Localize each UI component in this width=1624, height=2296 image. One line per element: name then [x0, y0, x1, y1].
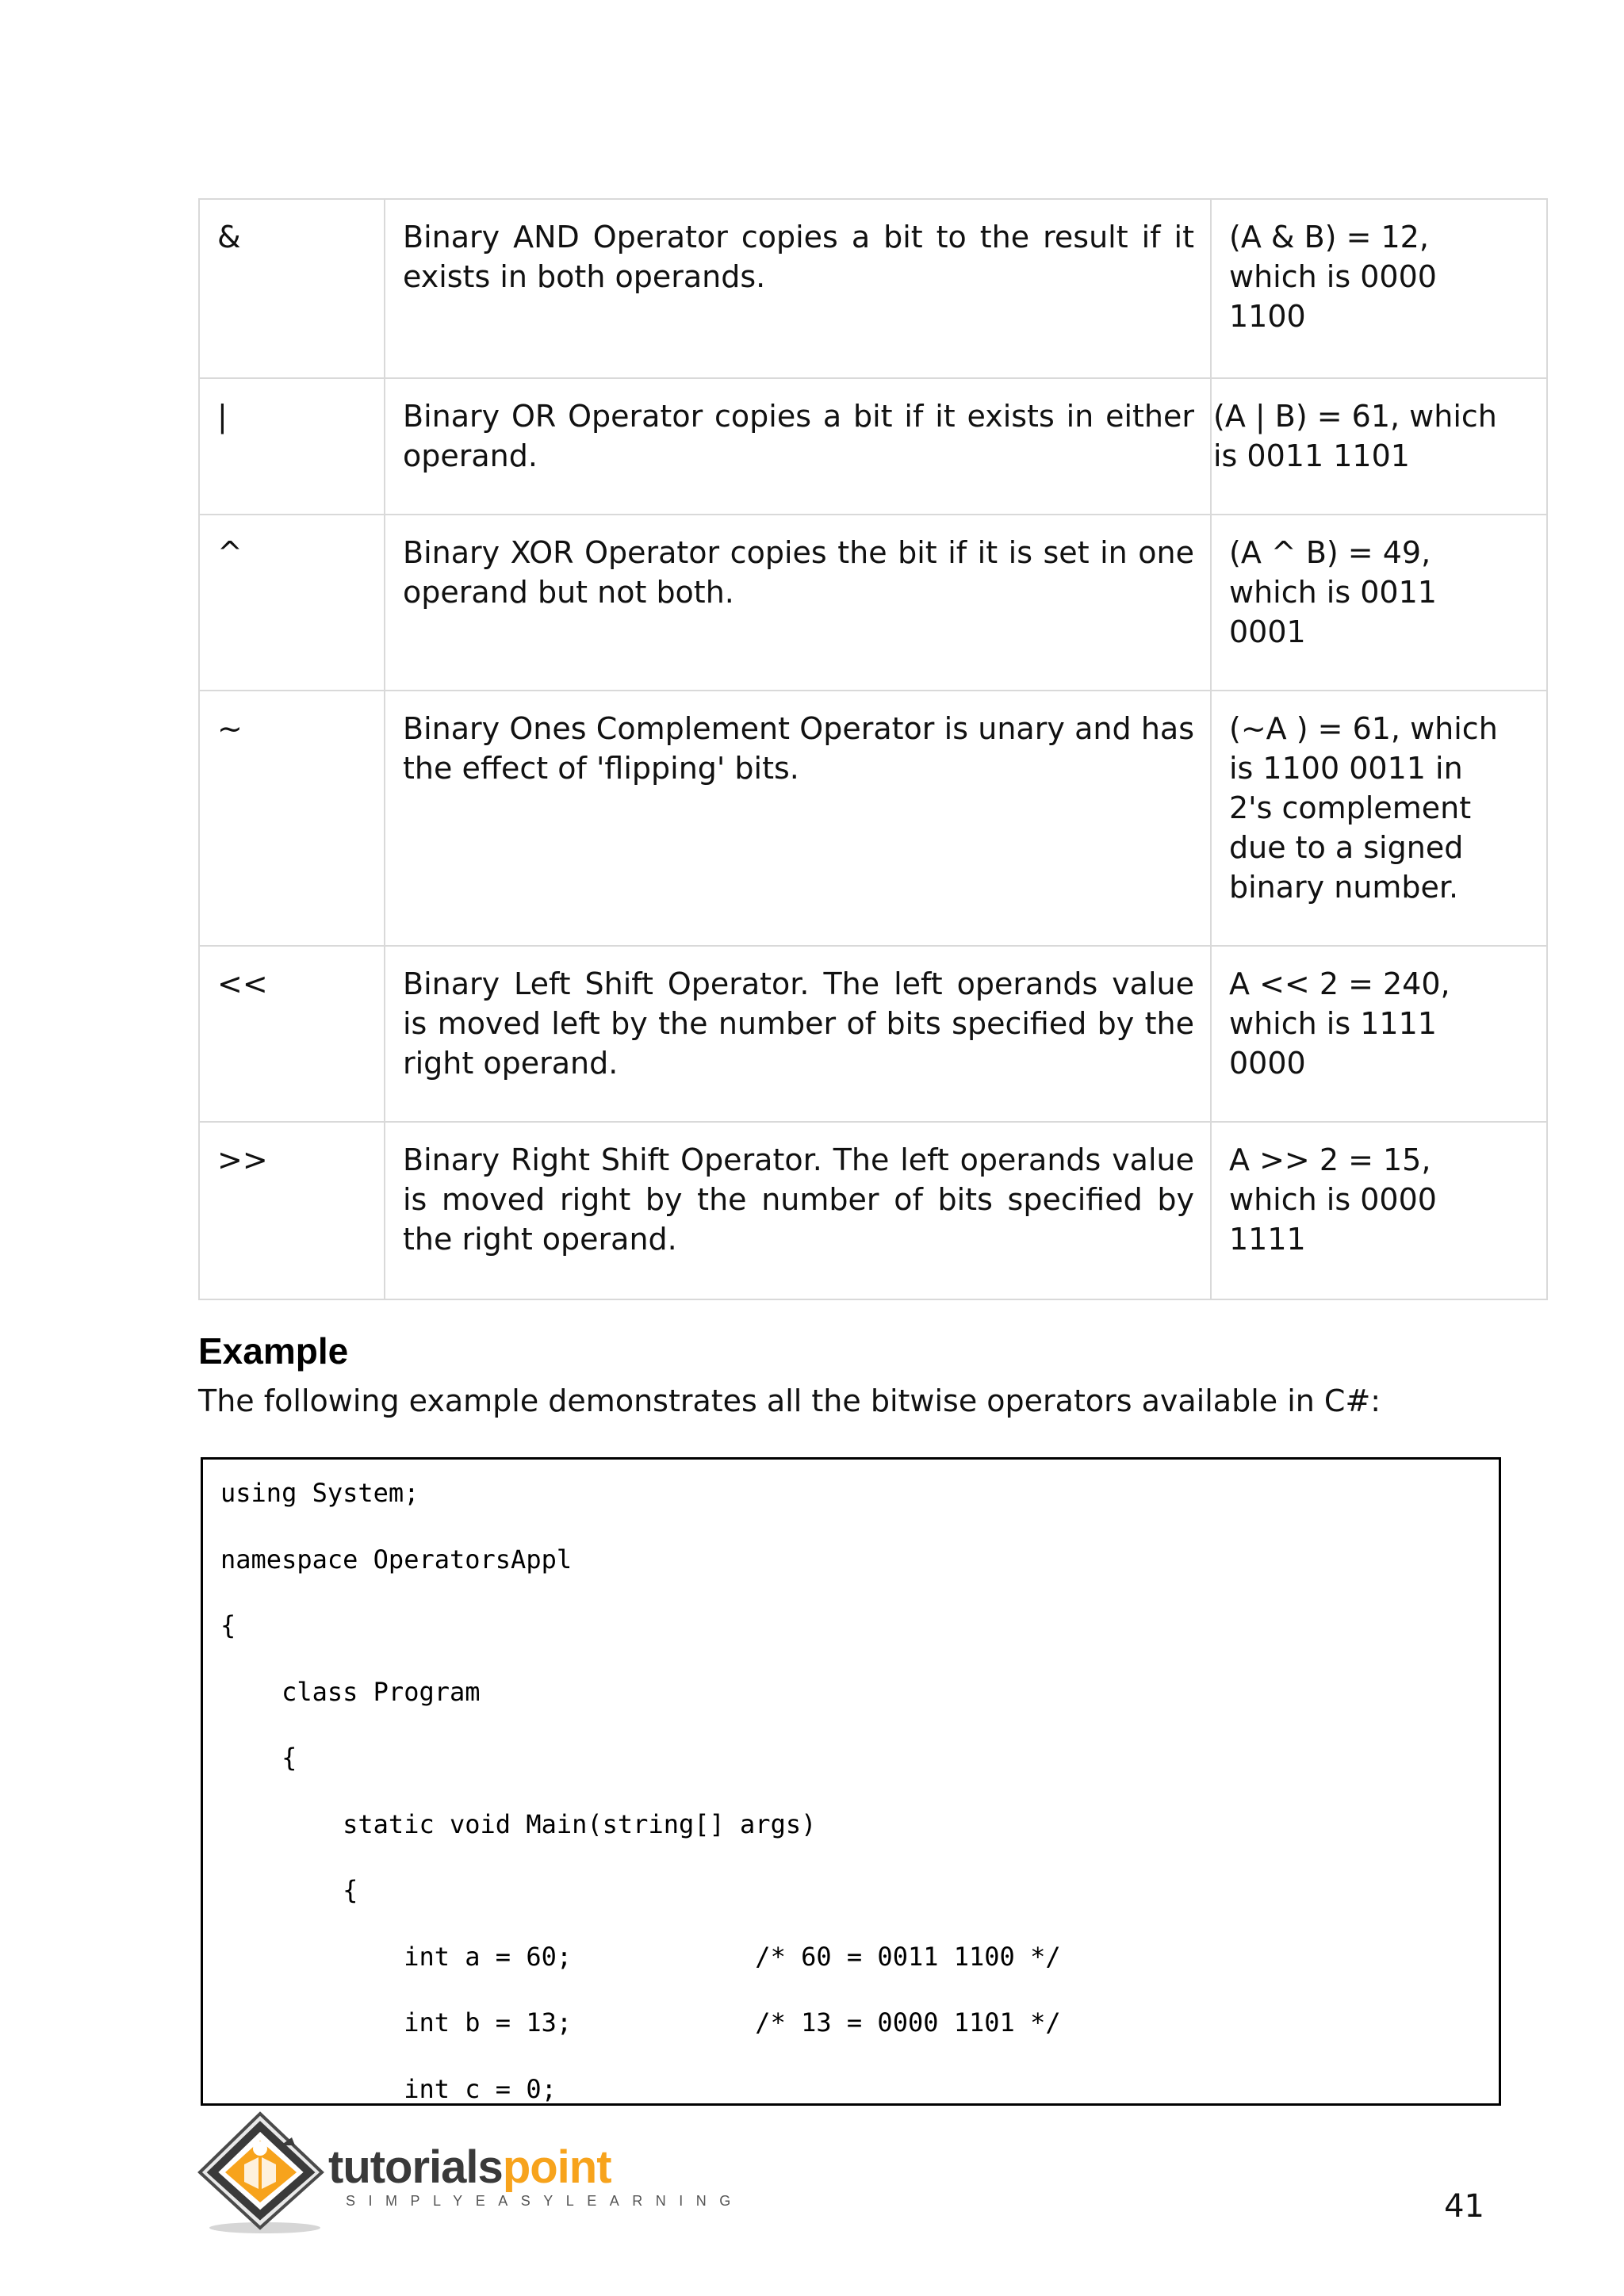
operator-cell: <<: [199, 946, 385, 1122]
description-cell: Binary XOR Operator copies the bit if it is set in one operand but not both.: [385, 515, 1211, 691]
operators-table: [198, 198, 1548, 1300]
logo-tagline: SIMPLYEASYLEARNING: [346, 2193, 744, 2209]
example-line: is 1100 0011 in: [1229, 751, 1463, 786]
description-cell: Binary Left Shift Operator. The left operands value is moved left by the number of bits specified by the right operand.: [385, 946, 1211, 1122]
example-line: (A ^ B) = 49,: [1229, 535, 1431, 570]
description-cell: Binary Ones Complement Operator is unary and has the effect of 'flipping' bits.: [385, 691, 1211, 946]
code-line: namespace OperatorsAppl: [220, 1544, 573, 1575]
example-cell: [1211, 515, 1547, 691]
example-line: 1111: [1229, 1222, 1306, 1257]
code-line: {: [220, 1610, 236, 1640]
example-line: (~A ) = 61, which: [1229, 711, 1498, 746]
page-number: 41: [1444, 2188, 1484, 2225]
code-line: int a = 60; /* 60 = 0011 1100 */: [220, 1941, 1061, 1972]
example-cell: [1211, 946, 1547, 1122]
logo-diamond-icon: [195, 2109, 338, 2236]
example-cell: [1211, 1122, 1547, 1299]
operator-cell: ~: [199, 691, 385, 946]
example-line: which is 1111: [1229, 1006, 1437, 1041]
operator-cell: ^: [199, 515, 385, 691]
description-cell: Binary Right Shift Operator. The left operands value is moved right by the number of bits specified by the right operand.: [385, 1122, 1211, 1299]
table-row: [199, 378, 1547, 515]
example-cell: [1211, 378, 1547, 515]
example-line: 2's complement: [1229, 790, 1472, 825]
code-block: [201, 1457, 1501, 2106]
description-cell: Binary AND Operator copies a bit to the result if it exists in both operands.: [385, 199, 1211, 378]
example-line: due to a signed: [1229, 830, 1464, 865]
operators-table-body: [199, 199, 1547, 1299]
example-line: which is 0000: [1229, 1182, 1437, 1217]
description-cell: Binary OR Operator copies a bit if it exists in either operand.: [385, 378, 1211, 515]
example-line: which is 0000: [1229, 259, 1437, 294]
operator-cell: |: [199, 378, 385, 515]
code-line: int c = 0;: [220, 2073, 557, 2104]
table-row: [199, 691, 1547, 946]
logo-wordmark: [328, 2141, 611, 2193]
table-row: [199, 199, 1547, 378]
example-line: A >> 2 = 15,: [1229, 1142, 1431, 1177]
operator-cell: >>: [199, 1122, 385, 1299]
table-row: [199, 515, 1547, 691]
example-line: A << 2 = 240,: [1229, 966, 1450, 1001]
code-line: class Program: [220, 1676, 481, 1707]
example-heading: Example: [198, 1330, 349, 1372]
tutorialspoint-logo: [195, 2109, 744, 2236]
logo-text-tutorials: tutorials: [328, 2141, 503, 2193]
intro-paragraph: The following example demonstrates all the bitwise operators available in C#:: [198, 1383, 1381, 1418]
code-line: {: [220, 1743, 297, 1773]
example-line: (A & B) = 12,: [1229, 220, 1429, 254]
example-line: which is 0011: [1229, 575, 1437, 610]
code-line: {: [220, 1875, 358, 1905]
example-line: (A | B) = 61, which: [1213, 399, 1497, 434]
operator-cell: &: [199, 199, 385, 378]
logo-text-point: point: [502, 2141, 611, 2193]
table-row: [199, 1122, 1547, 1299]
example-line: 1100: [1229, 299, 1306, 334]
example-line: 0001: [1229, 614, 1306, 649]
example-line: 0000: [1229, 1046, 1306, 1081]
code-line: static void Main(string[] args): [220, 1808, 817, 1839]
example-cell: [1211, 691, 1547, 946]
example-line: binary number.: [1229, 870, 1459, 905]
code-line: using System;: [220, 1478, 419, 1508]
example-line: is 0011 1101: [1213, 438, 1410, 473]
example-cell: [1211, 199, 1547, 378]
table-row: [199, 946, 1547, 1122]
code-line: int b = 13; /* 13 = 0000 1101 */: [220, 2007, 1061, 2038]
